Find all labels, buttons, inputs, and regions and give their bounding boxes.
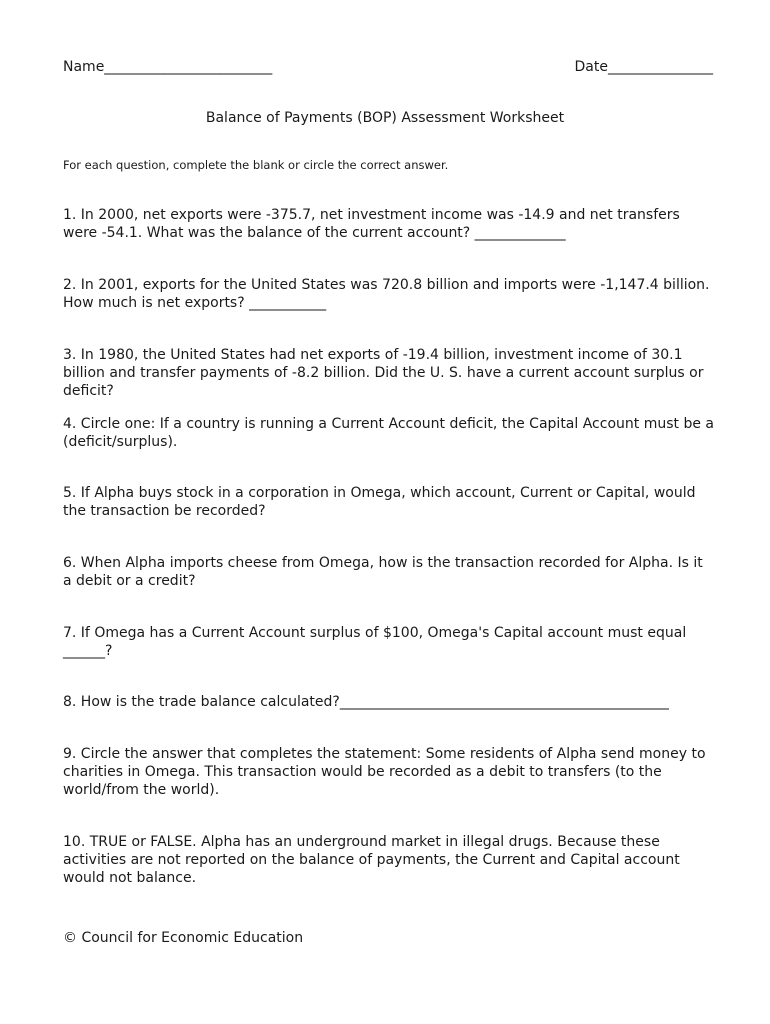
question-9: 9. Circle the answer that completes the statement: Some residents of Alpha send money to charities in Omega. This transaction would be recorded as a debit to transfers (to the world/from the world). xyxy=(63,746,706,798)
copyright-footer: © Council for Economic Education xyxy=(63,930,304,946)
question-6: 6. When Alpha imports cheese from Omega, how is the transaction recorded for Alpha. Is it a debit or a credit? xyxy=(63,555,703,589)
date-field: Date_______________ xyxy=(574,59,713,75)
question-7: 7. If Omega has a Current Account surplus of $100, Omega's Capital account must equal ______? xyxy=(63,625,687,659)
question-8: 8. How is the trade balance calculated?_______________________________________________ xyxy=(63,694,669,710)
question-3: 3. In 1980, the United States had net exports of -19.4 billion, investment income of 30.1 billion and transfer payments of -8.2 billion. Did the U. S. have a current account surplus or deficit? xyxy=(63,347,704,399)
question-2: 2. In 2001, exports for the United States was 720.8 billion and imports were -1,147.4 billion. How much is net exports? ___________ xyxy=(63,277,710,311)
instructions: For each question, complete the blank or circle the correct answer. xyxy=(63,158,449,172)
question-5: 5. If Alpha buys stock in a corporation in Omega, which account, Current or Capital, would the transaction be recorded? xyxy=(63,485,696,519)
name-field: Name________________________ xyxy=(63,59,273,75)
page-title: Balance of Payments (BOP) Assessment Worksheet xyxy=(205,110,565,126)
question-4: 4. Circle one: If a country is running a Current Account deficit, the Capital Account must be a (deficit/surplus). xyxy=(63,416,714,450)
question-1: 1. In 2000, net exports were -375.7, net investment income was -14.9 and net transfers were -54.1. What was the balance of the current account? _____________ xyxy=(63,207,680,241)
question-10: 10. TRUE or FALSE. Alpha has an underground market in illegal drugs. Because these activities are not reported on the balance of payments, the Current and Capital account would not balance. xyxy=(63,834,680,886)
